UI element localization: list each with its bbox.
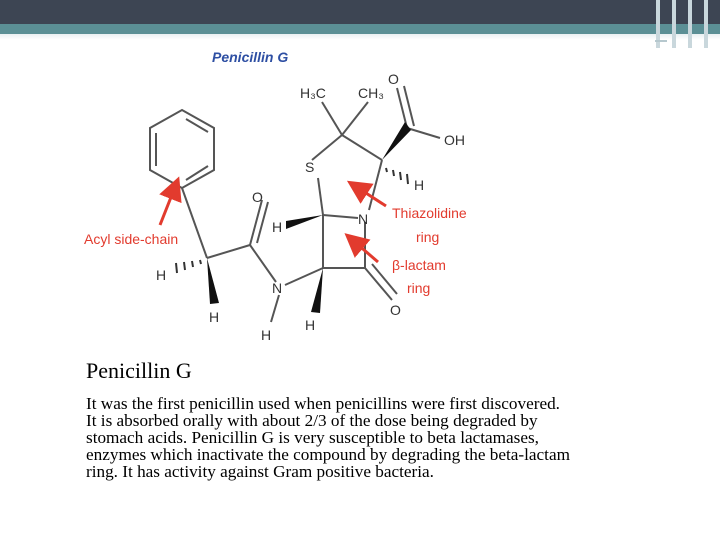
arrow-thiazolidine — [352, 184, 386, 206]
decorative-dash — [655, 40, 667, 42]
atom-h-n: H — [261, 327, 272, 343]
penicillin-structure-diagram — [68, 38, 648, 350]
wedge-bonds — [207, 122, 411, 313]
atom-s: S — [305, 159, 315, 175]
caption-line: It was the first penicillin used when penicillins were first discovered. — [86, 394, 560, 413]
atom-o-carboxyl: O — [388, 71, 399, 87]
atom-o-amide: O — [252, 189, 263, 205]
figure-title: Penicillin G — [212, 49, 289, 65]
caption-line: stomach acids. Penicillin G is very susceptible to beta lactamases, — [86, 428, 539, 447]
arrow-lactam — [349, 237, 378, 262]
caption-line: ring. It has activity against Gram positive bacteria. — [86, 462, 434, 481]
arrow-acyl — [160, 182, 177, 225]
atom-ch3: CH₃ — [358, 85, 384, 101]
atom-h-alpha-down: H — [209, 309, 220, 325]
caption — [86, 357, 646, 480]
label-thiazolidine-ring: ring — [416, 229, 440, 245]
atom-o-lactam: O — [390, 302, 401, 318]
atom-oh: OH — [444, 132, 465, 148]
header-accent-stripe — [0, 24, 720, 34]
atom-h3c: H₃C — [300, 85, 326, 101]
bond-lines — [182, 86, 440, 322]
atom-n-amide: N — [272, 280, 283, 296]
label-beta-lactam-ring: ring — [407, 280, 431, 296]
atom-h-right: H — [414, 177, 425, 193]
caption-line: enzymes which inactivate the compound by degrading the beta-lactam — [86, 445, 570, 464]
atom-h-alpha-left: H — [156, 267, 167, 283]
atom-n-ring: N — [358, 211, 369, 227]
caption-body — [86, 395, 646, 480]
benzene-ring — [150, 110, 214, 188]
label-beta-lactam: β-lactam — [392, 257, 446, 273]
header-bar — [0, 0, 720, 24]
atom-h-beta: H — [305, 317, 316, 333]
label-acyl-side-chain: Acyl side-chain — [84, 231, 179, 247]
caption-title: Penicillin G — [86, 358, 192, 383]
label-thiazolidine: Thiazolidine — [392, 205, 467, 221]
atom-h-bridge: H — [272, 219, 283, 235]
caption-line: It is absorbed orally with about 2/3 of the dose being degraded by — [86, 411, 538, 430]
